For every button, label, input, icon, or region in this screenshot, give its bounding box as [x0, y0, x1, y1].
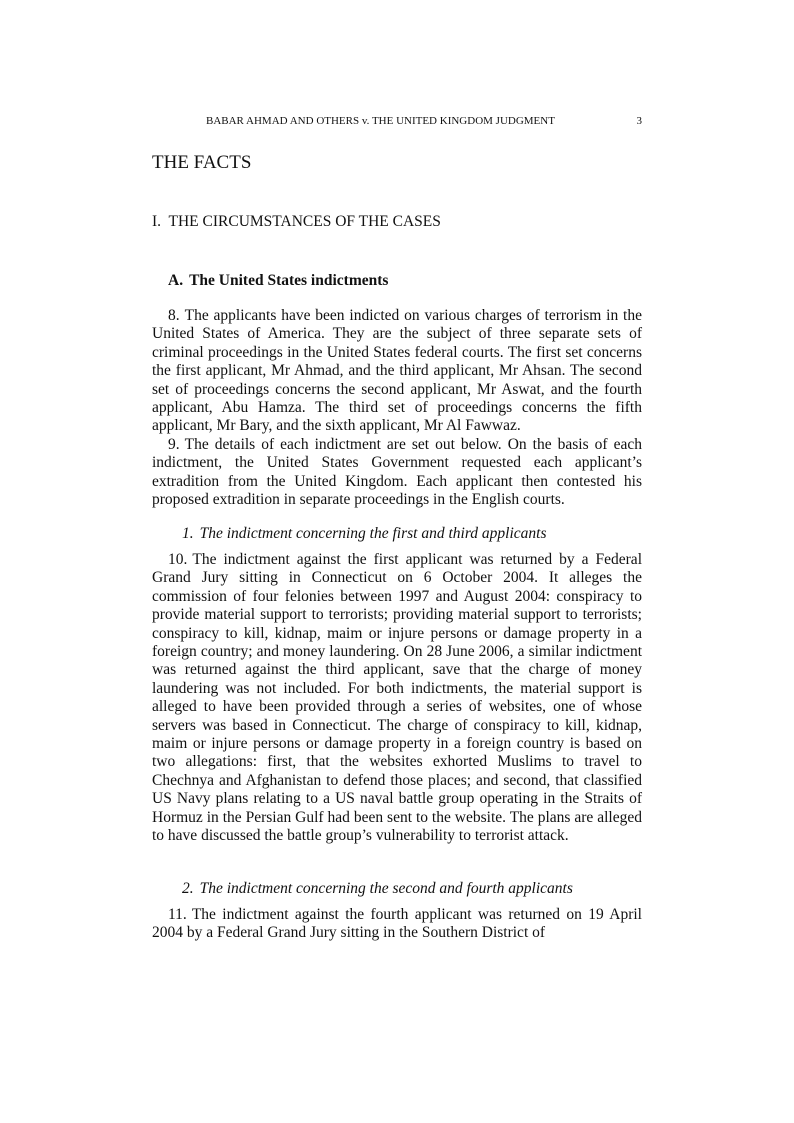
paragraph-text: The applicants have been indicted on various charges of terrorism in the United States of America. They are the subject of three separate sets of criminal proceedings in the United States federal courts. The first set concerns the first applicant, Mr Ahmad, and the third applicant, Mr Ahsan. The second set of proceedings concerns the second applicant, Mr Aswat, and the fourth applicant, Abu Hamza. The third set of proceedings concerns the fifth applicant, Mr Bary, and the sixth applicant, Mr Al Fawwaz. — [152, 307, 642, 435]
paragraph-number: 10. — [168, 551, 188, 568]
page-number: 3 — [636, 115, 642, 127]
paragraph-8 — [152, 307, 642, 436]
indictment-heading-2 — [182, 880, 573, 898]
paragraph-10 — [152, 551, 642, 846]
subsection-heading — [168, 272, 388, 290]
paragraph-group-3 — [152, 906, 642, 943]
heading-title: The indictment concerning the first and third applicants — [199, 525, 547, 542]
facts-title: THE FACTS — [152, 152, 252, 173]
paragraph-text: The indictment against the first applicant was returned by a Federal Grand Jury sitting in Connecticut on 6 October 2004. It alleges the commission of four felonies between 1997 and August 2004: conspiracy to provide material support to terrorists; providing material support to terrorists; conspiracy to kill, kidnap, maim or injure persons or damage property in a foreign country; and money laundering. On 28 June 2006, a similar indictment was returned against the third applicant, save that the charge of money laundering was not included. For both indictments, the material support is alleged to have been provided through a series of websites, one of whose servers was based in Connecticut. The charge of conspiracy to kill, kidnap, maim or injure persons or damage property in a foreign country is based on two allegations: first, that the websites exhorted Muslims to travel to Chechnya and Afghanistan to defend those places; and second, that classified US Navy plans relating to a US naval battle group operating in the Straits of Hormuz in the Persian Gulf had been sent to the website. The plans are alleged to have discussed the battle group’s vulnerability to terrorist attack. — [152, 551, 642, 845]
paragraph-number: 9. — [168, 435, 180, 453]
header-title: BABAR AHMAD AND OTHERS v. THE UNITED KINGDOM JUDGMENT — [206, 115, 555, 127]
indictment-heading-1 — [182, 525, 546, 543]
paragraph-number: 8. — [168, 307, 180, 324]
paragraph-group-2 — [152, 551, 642, 846]
subsection-title: The United States indictments — [189, 272, 389, 289]
paragraph-9 — [152, 436, 642, 510]
paragraph-group-1 — [152, 307, 642, 509]
section-heading: I. THE CIRCUMSTANCES OF THE CASES — [152, 213, 441, 230]
paragraph-text: The details of each indictment are set out below. On the basis of each indictment, the United States Government requested each applicant’s extradition from the United Kingdom. Each applicant then contested his proposed extradition in separate proceedings in the English courts. — [152, 435, 642, 509]
paragraph-11 — [152, 906, 642, 943]
heading-number: 2. — [182, 880, 194, 897]
heading-number: 1. — [182, 525, 194, 542]
paragraph-text: The indictment against the fourth applicant was returned on 19 April 2004 by a Federal Grand Jury sitting in the Southern District of — [152, 906, 642, 942]
paragraph-number: 11. — [168, 906, 187, 923]
running-header — [152, 114, 642, 128]
subsection-number: A. — [168, 272, 184, 289]
heading-title: The indictment concerning the second and fourth applicants — [199, 880, 573, 897]
